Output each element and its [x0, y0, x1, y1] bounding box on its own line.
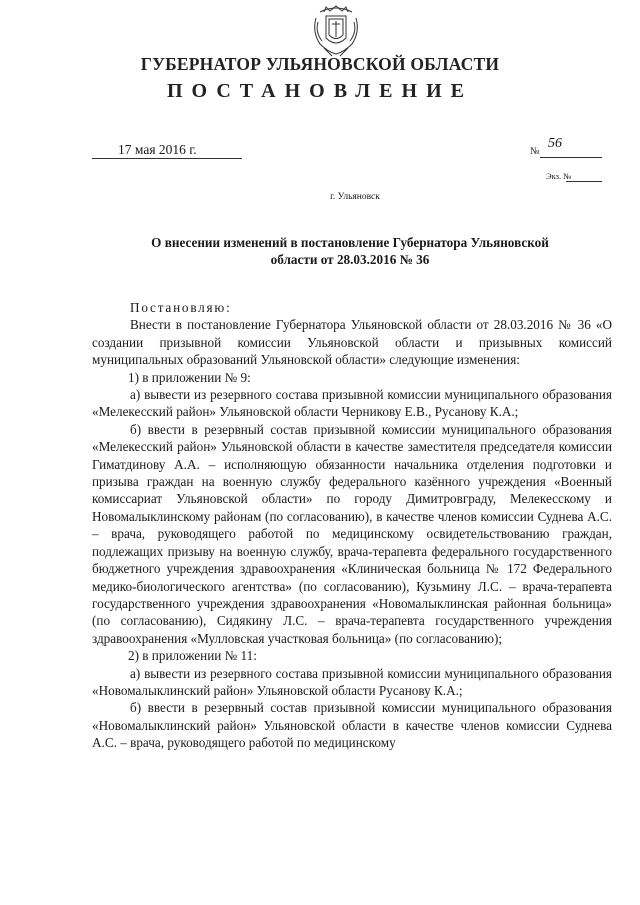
paragraph-item-1b: б) ввести в резервный состав призывной комиссии муниципального образования «Мелекесский район» Ульяновской области в качестве заместителя председателя комиссии Гиматдинову А.А. – исполняющую обязанности начальника отделения подготовки и призыва граждан на военную службу федерального казённого учреждения «Военный комиссариат Ульяновской области» по городу Димитровграду, Мелекесскому и Новомалыклинскому районам (по согласованию), в качестве членов комиссии Суднева А.С. – врача, руководящего работой по медицинскому освидетельствованию граждан, подлежащих призыву на военную службу, врача-терапевта федерального государственного бюджетного учреждения здравоохранения «Клиническая больница № 172 Федерального медико-биологического агентства» (по согласованию), Кузьмину Л.С. – врача-терапевта государственного учреждения здравоохранения «Новомалыклинская районная больница» (по согласованию), Сидякину Л.С. – врача-терапевта государственного учреждения здравоохранения «Мулловская участковая больница» (по согласованию);: [92, 421, 612, 646]
copy-number-underline: [566, 181, 602, 182]
paragraph-decree-word: Постановляю:: [130, 300, 232, 315]
decree-title: ПОСТАНОВЛЕНИЕ: [167, 80, 473, 102]
paragraph-item-1a: а) вывести из резервного состава призывной комиссии муниципального образования «Мелекесский район» Ульяновской области Черникову Е.В., Русанову К.А.;: [92, 387, 612, 420]
city: г. Ульяновск: [330, 192, 380, 202]
paragraph-item-1: 1) в приложении № 9:: [128, 369, 251, 385]
copy-number-label: Экз. №: [546, 171, 572, 181]
document-body: [92, 299, 612, 752]
paragraph-item-2: 2) в приложении № 11:: [128, 648, 257, 664]
date-underline: [92, 158, 242, 159]
coat-of-arms-icon: [306, 4, 366, 58]
paragraph-item-2b: б) ввести в резервный состав призывной комиссии муниципального образования «Новомалыклинский район» Ульяновской области в качестве членов комиссии Суднева А.С. – врача, руководящего работой по медицинскому: [92, 700, 612, 751]
paragraph-intro: Внести в постановление Губернатора Ульяновской области от 28.03.2016 № 36 «О создании призывной комиссии Ульяновской области и призывных комиссий муниципальных образований Ульяновской области» следующие изменения:: [92, 317, 612, 368]
governor-title: ГУБЕРНАТОР УЛЬЯНОВСКОЙ ОБЛАСТИ: [140, 54, 500, 74]
paragraph-item-2a: а) вывести из резервного состава призывной комиссии муниципального образования «Новомалыклинский район» Ульяновской области Русанову К.А.;: [92, 665, 612, 698]
decree-date: 17 мая 2016 г.: [118, 142, 197, 157]
document-title: О внесении изменений в постановление Губернатора Ульяновской области от 28.03.2016 № 36: [151, 235, 549, 267]
number-underline: [540, 157, 602, 158]
number-prefix: №: [530, 146, 540, 157]
decree-number: 56: [548, 136, 562, 151]
